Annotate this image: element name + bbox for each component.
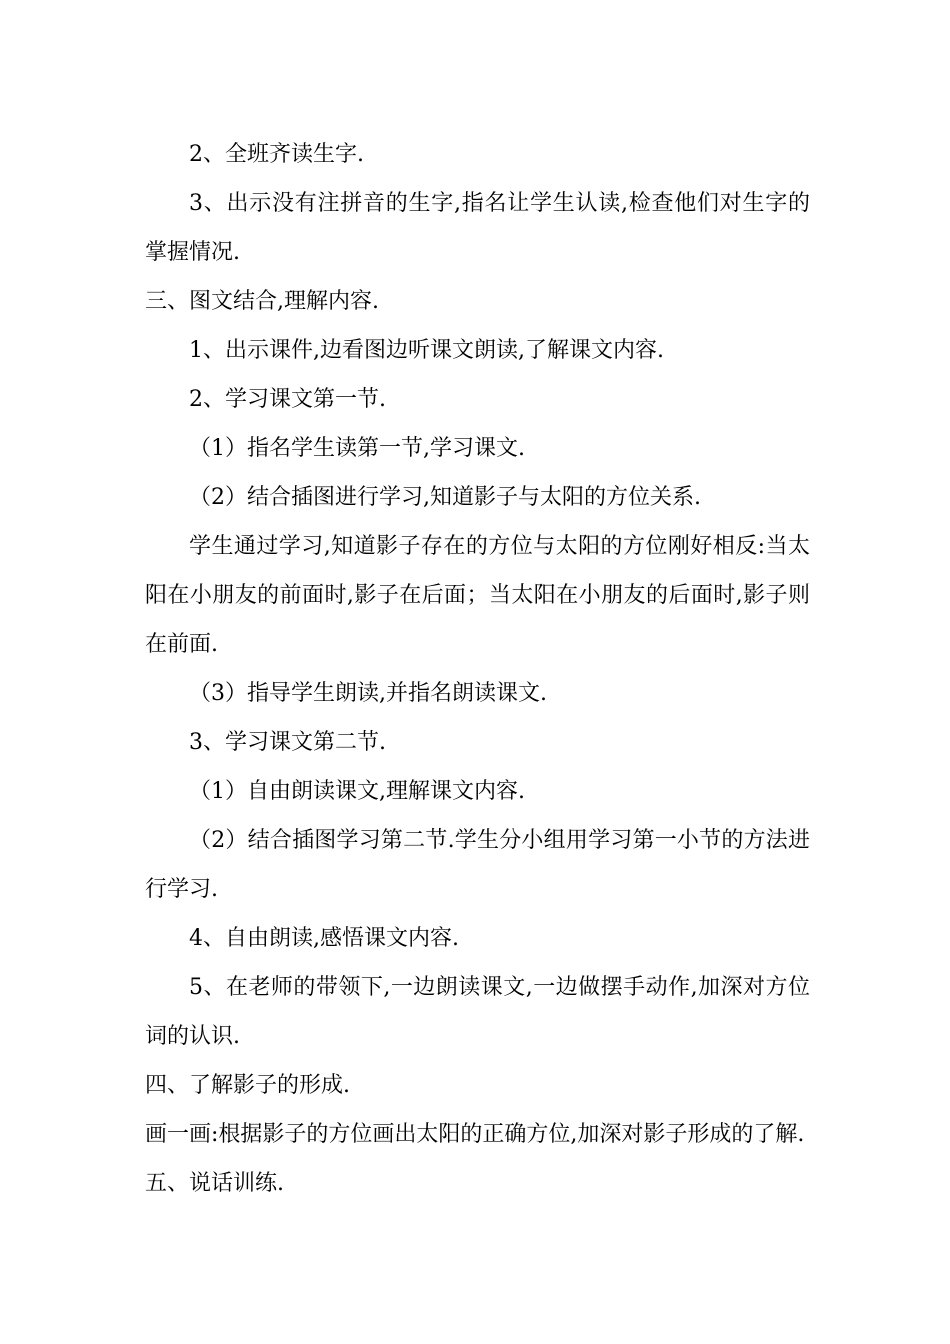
paragraph-item-1-3: （3）指导学生朗读,并指名朗读课文. xyxy=(189,681,547,706)
paragraph-item-2-1: （1）自由朗读课文,理解课文内容. xyxy=(189,779,525,804)
paragraph-gesture-reading: 5、在老师的带领下,一边朗读课文,一边做摆手动作,加深对方位词的认识. xyxy=(145,975,810,1049)
paragraph-item-1-2: （2）结合插图进行学习,知道影子与太阳的方位关系. xyxy=(189,485,701,510)
paragraph-item-2-2: （2）结合插图学习第二节.学生分小组用学习第一小节的方法进行学习. xyxy=(145,828,810,902)
document-body xyxy=(145,130,810,1208)
paragraph-read-new-words: 2、全班齐读生字. xyxy=(189,142,364,167)
paragraph-shadow-direction: 学生通过学习,知道影子存在的方位与太阳的方位刚好相反:当太阳在小朋友的前面时,影子在后面；当太阳在小朋友的后面时,影子则在前面. xyxy=(145,534,810,657)
paragraph-item-1-1: （1）指名学生读第一节,学习课文. xyxy=(189,436,525,461)
paragraph-draw-sun: 画一画:根据影子的方位画出太阳的正确方位,加深对影子形成的了解. xyxy=(145,1122,805,1147)
paragraph-courseware: 1、出示课件,边看图边听课文朗读,了解课文内容. xyxy=(189,338,664,363)
section-heading-3: 三、图文结合,理解内容. xyxy=(145,289,379,314)
paragraph-free-reading: 4、自由朗读,感悟课文内容. xyxy=(189,926,459,951)
paragraph-section-one: 2、学习课文第一节. xyxy=(189,387,386,412)
paragraph-section-two: 3、学习课文第二节. xyxy=(189,730,386,755)
section-heading-4: 四、了解影子的形成. xyxy=(145,1073,350,1098)
paragraph-recognize-words: 3、出示没有注拼音的生字,指名让学生认读,检查他们对生字的掌握情况. xyxy=(145,191,810,265)
section-heading-5: 五、说话训练. xyxy=(145,1171,284,1196)
